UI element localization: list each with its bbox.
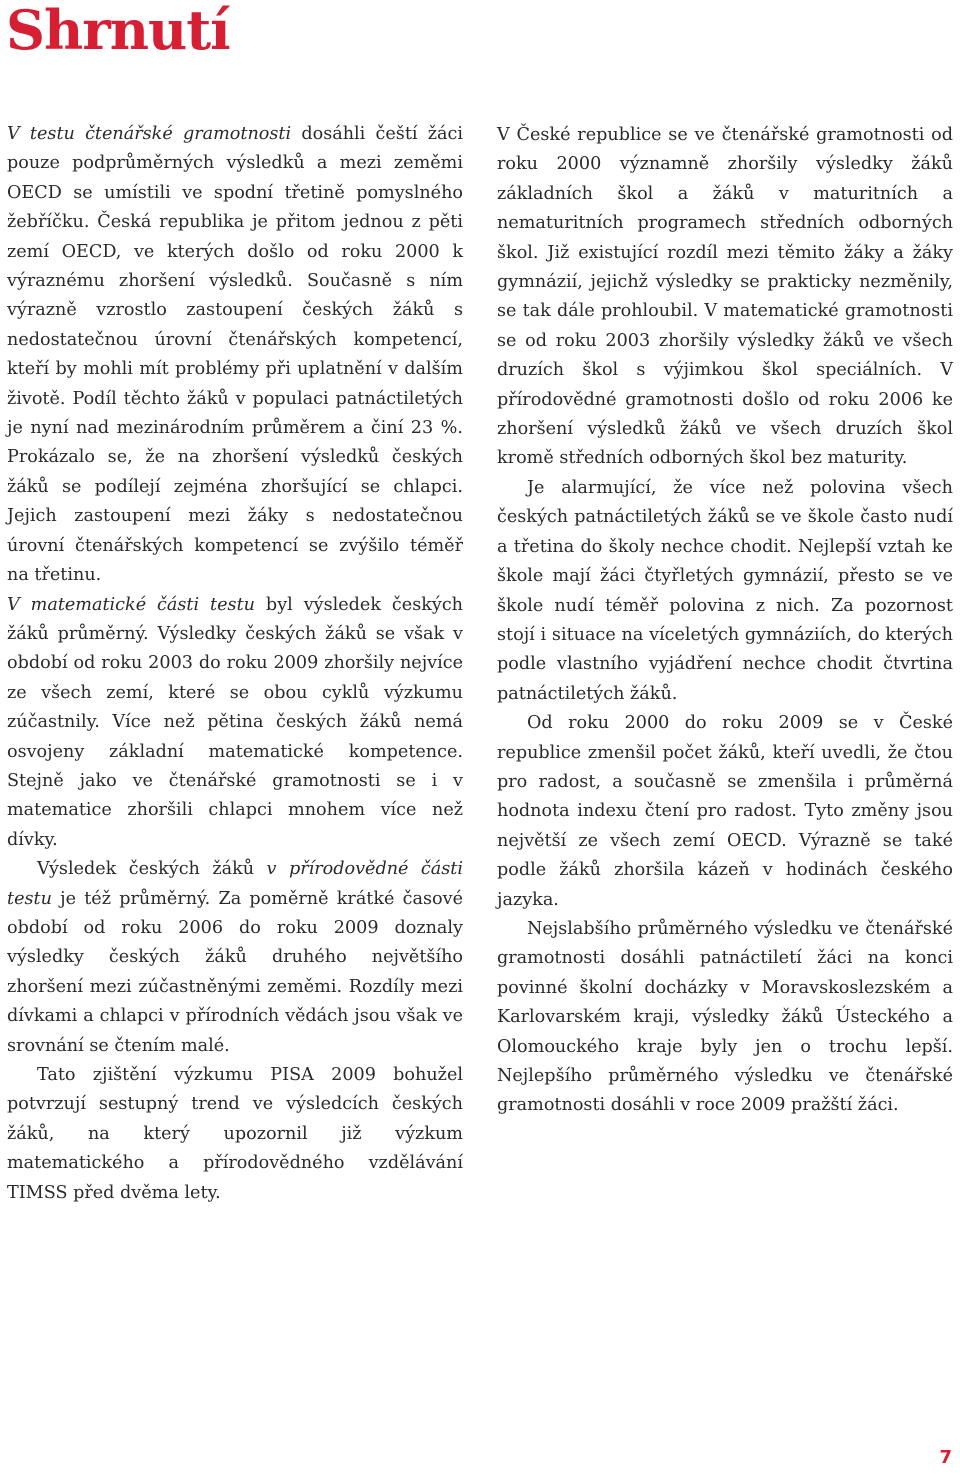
page-number: 7 bbox=[939, 1447, 952, 1468]
right-column bbox=[497, 121, 953, 1121]
paragraph-text: Výsledek českých žáků bbox=[37, 859, 267, 880]
emphasis-science-test: v přírodovědné části testu bbox=[7, 859, 463, 909]
paragraph-text: dosáhli čeští žáci pouze podprůměrných výsledků a mezi zeměmi OECD se umístili ve spodní třetině pomyslného žebříčku. Česká republika je přitom jednou z pěti zemí OECD, ve kterých došlo od roku 2000 k výraznému zhoršení výsledků. Současně s ním výrazně vzrostlo zastoupení českých žáků s nedostatečnou úrovní čtenářských kompetencí, kteří by mohli mít problémy při uplatnění v dalším životě. Podíl těchto žáků v populaci patnáctiletých je nyní nad mezinárodním průměrem a činí 23 %. Prokázalo se, že na zhoršení výsledků českých žáků se podílejí zejména zhoršující se chlapci. Jejich zastoupení mezi žáky s nedostatečnou úrovní čtenářských kompetencí se zvýšilo téměř na třetinu. bbox=[7, 124, 463, 586]
paragraph-reading-for-pleasure: Od roku 2000 do roku 2009 se v České republice zmenšil počet žáků, kteří uvedli, že čtou pro radost, a současně se zmenšila i průměrná hodnota indexu čtení pro radost. Tyto změny jsou největší ze všech zemí OECD. Výrazně se také podle žáků zhoršila kázeň v hodinách českého jazyka. bbox=[497, 713, 953, 910]
paragraph-text: byl výsledek českých žáků průměrný. Výsledky českých žáků se však v období od roku 2003 do roku 2009 zhoršily nejvíce ze všech zemí, které se obou cyklů výzkumu zúčastnily. Více než pětina českých žáků nemá osvojeny základní matematické kompetence. Stejně jako ve čtenářské gramotnosti se i v matematice zhoršili chlapci mnohem více než dívky. bbox=[7, 594, 464, 850]
paragraph-math-literacy bbox=[7, 591, 463, 856]
paragraph-school-attitude: Je alarmující, že více než polovina všech českých patnáctiletých žáků se ve škole často nudí a třetina do školy nechce chodit. Nejlepší vztah ke škole mají žáci čtyřletých gymnázií, přesto se ve škole nudí téměř polovina z nich. Za pozornost stojí i situace na víceletých gymnáziích, do kterých podle vlastního vyjádření nechce chodit čtvrtina patnáctiletých žáků. bbox=[497, 477, 953, 704]
emphasis-math-test: V matematické části testu bbox=[7, 594, 255, 615]
paragraph-school-types: V České republice se ve čtenářské gramotnosti od roku 2000 významně zhoršily výsledky žáků základních škol a žáků v maturitních a nematuritních programech středních odborných škol. Již existující rozdíl mezi těmito žáky a žáky gymnázií, jejichž výsledky se prakticky nezměnily, se tak dále prohloubil. V matematické gramotnosti se od roku 2003 zhoršily výsledky žáků ve všech druzích škol s výjimkou škol speciálních. V přírodovědné gramotnosti došlo od roku 2006 ke zhoršení výsledků žáků ve všech druzích škol kromě středních odborných škol bez maturity. bbox=[497, 125, 953, 469]
emphasis-reading-test: V testu čtenářské gramotnosti bbox=[7, 124, 292, 144]
paragraph-text: je též průměrný. Za poměrně krátké časové období od roku 2006 do roku 2009 doznaly výsledky českých žáků druhého největšího zhoršení mezi zúčastněnými zeměmi. Rozdíly mezi dívkami a chlapci v přírodních vědách jsou však ve srovnání se čtením malé. bbox=[7, 888, 463, 1056]
left-column bbox=[7, 120, 463, 1208]
paragraph-science-literacy bbox=[7, 855, 463, 1061]
paragraph-regions: Nejslabšího průměrného výsledku ve čtenářské gramotnosti dosáhli patnáctiletí žáci na konci povinné školní docházky v Moravskoslezském a Karlovarském kraji, výsledky žáků Ústeckého a Olomouckého kraje byly jen o trochu lepší. Nejlepšího průměrného výsledku ve čtenářské gramotnosti dosáhli v roce 2009 pražští žáci. bbox=[497, 918, 953, 1116]
page-title: Shrnutí bbox=[6, 0, 230, 62]
paragraph-reading-literacy bbox=[7, 120, 463, 591]
paragraph-pisa-trend: Tato zjištění výzkumu PISA 2009 bohužel potvrzují sestupný trend ve výsledcích českých žáků, na který upozornil již výzkum matematického a přírodovědného vzdělávání TIMSS před dvěma lety. bbox=[7, 1065, 463, 1203]
